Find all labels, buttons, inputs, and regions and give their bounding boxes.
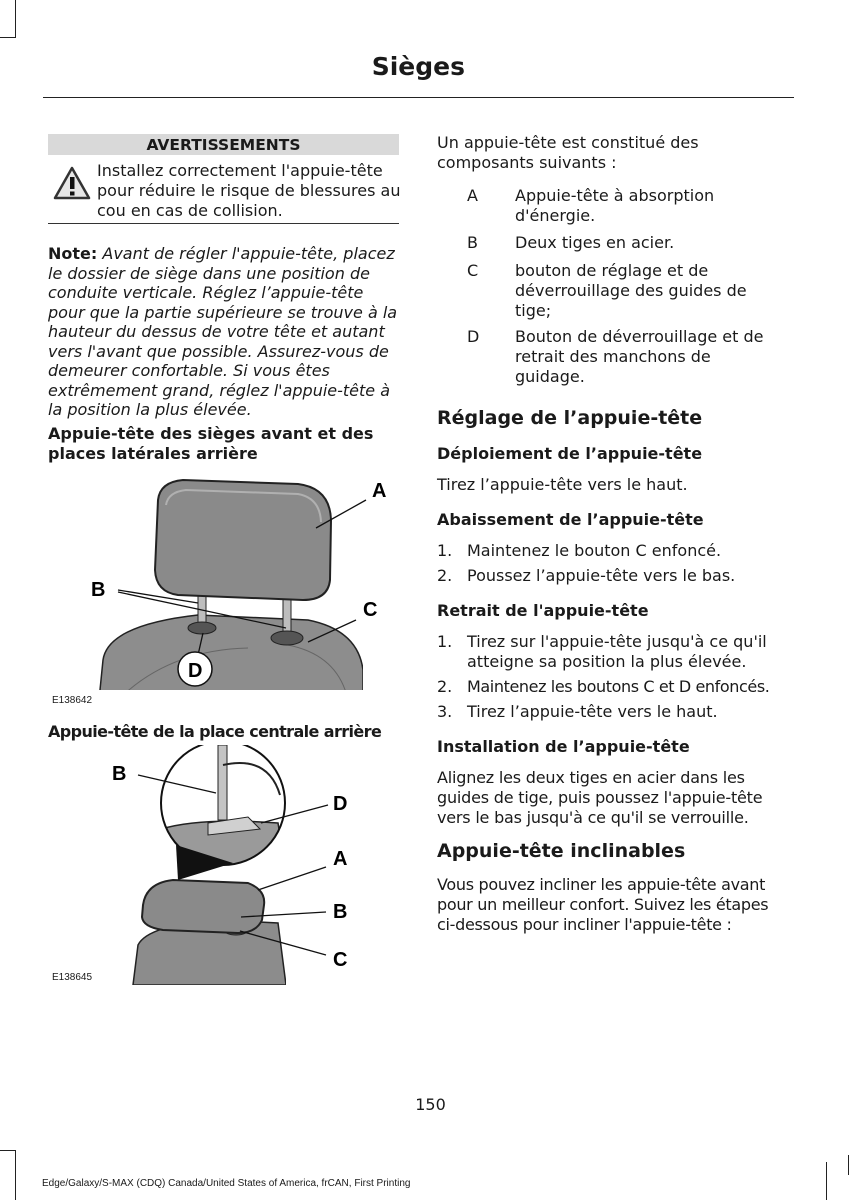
heading-front-headrests: Appuie-tête des sièges avant et des places latérales arrière xyxy=(48,424,374,463)
component-text: Appuie-tête à absorption d'énergie. xyxy=(515,186,715,225)
warning-text: Installez correctement l'appuie-tête pour réduire le risque de blessures au cou en cas de collision. xyxy=(97,161,401,220)
step-text: Tirez sur l'appuie-tête jusqu'à ce qu'il atteigne sa position la plus élevée. xyxy=(467,632,767,671)
print-info: Edge/Galaxy/S-MAX (CDQ) Canada/United States of America, frCAN, First Printing xyxy=(42,1178,411,1189)
component-text: bouton de réglage et de déverrouillage des guides de tige; xyxy=(515,261,747,320)
crop-mark xyxy=(826,1162,827,1200)
callout-d: D xyxy=(188,660,203,682)
callout-a: A xyxy=(333,848,348,870)
step-text: Maintenez les boutons C et D enfoncés. xyxy=(467,677,770,696)
step-number: 1. xyxy=(437,632,453,651)
step-text: Tirez l’appuie-tête vers le haut. xyxy=(467,702,718,721)
deploy-heading: Déploiement de l’appuie-tête xyxy=(437,444,703,463)
crop-mark xyxy=(0,1150,16,1151)
component-key: C xyxy=(467,261,479,280)
deploy-text: Tirez l’appuie-tête vers le haut. xyxy=(437,475,688,494)
install-text: Alignez les deux tiges en acier dans les guides de tige, puis poussez l'appuie-tête vers le bas jusqu'à ce qu'il se verrouille. xyxy=(437,768,763,827)
callout-c: C xyxy=(333,949,348,971)
step-text: Maintenez le bouton C enfoncé. xyxy=(467,541,722,560)
note-text: Avant de régler l'appuie-tête, placez le dossier de siège dans une position de conduite verticale. Réglez l’appuie-tête pour que la partie supérieure se trouve à la hauteur du dessus de votre tête et autant vers l'avant que possible. Assurez-vous de demeurer confortable. Si vous êtes extrêmement grand, réglez l'appuie-tête à la position la plus élevée. xyxy=(48,244,398,419)
install-heading: Installation de l’appuie-tête xyxy=(437,737,690,756)
callout-b: B xyxy=(112,763,127,785)
callout-a: A xyxy=(372,480,387,502)
figure-front-headrest xyxy=(48,470,403,710)
component-text: Deux tiges en acier. xyxy=(515,233,675,252)
component-text: Bouton de déverrouillage et de retrait des manchons de guidage. xyxy=(515,327,764,386)
page-number: 150 xyxy=(415,1095,446,1114)
section-adjust-heading: Réglage de l’appuie-tête xyxy=(437,407,703,429)
heading-center-headrest: Appuie-tête de la place centrale arrière xyxy=(48,722,382,741)
callout-c: C xyxy=(363,599,378,621)
figure-id: E138642 xyxy=(52,695,93,706)
warning-heading: AVERTISSEMENTS xyxy=(48,134,399,155)
warning-triangle-icon xyxy=(52,165,92,201)
tilt-text: Vous pouvez incliner les appuie-tête avant pour un meilleur confort. Suivez les étapes ci-dessous pour incliner l'appuie-tête : xyxy=(437,875,769,934)
figure-id: E138645 xyxy=(52,972,93,983)
header-divider xyxy=(43,97,794,98)
components-intro: Un appuie-tête est constitué des composants suivants : xyxy=(437,133,699,172)
figure-center-headrest xyxy=(48,745,403,990)
note-paragraph xyxy=(48,244,404,420)
step-number: 1. xyxy=(437,541,453,560)
step-text: Poussez l’appuie-tête vers le bas. xyxy=(467,566,736,585)
callout-b: B xyxy=(91,579,106,601)
crop-mark xyxy=(15,0,16,38)
callout-b: B xyxy=(333,901,348,923)
crop-mark xyxy=(0,37,16,38)
step-number: 3. xyxy=(437,702,453,721)
note-label: Note: xyxy=(48,244,98,263)
callout-d: D xyxy=(333,793,348,815)
remove-heading: Retrait de l'appuie-tête xyxy=(437,601,649,620)
warning-divider xyxy=(48,223,399,224)
crop-mark xyxy=(848,1155,849,1175)
page-title: Sièges xyxy=(371,52,465,81)
crop-mark xyxy=(15,1150,16,1200)
component-key: D xyxy=(467,327,480,346)
step-number: 2. xyxy=(437,677,453,696)
step-number: 2. xyxy=(437,566,453,585)
component-key: B xyxy=(467,233,478,252)
component-key: A xyxy=(467,186,478,205)
lower-heading: Abaissement de l’appuie-tête xyxy=(437,510,704,529)
section-tilt-heading: Appuie-tête inclinables xyxy=(437,840,686,862)
